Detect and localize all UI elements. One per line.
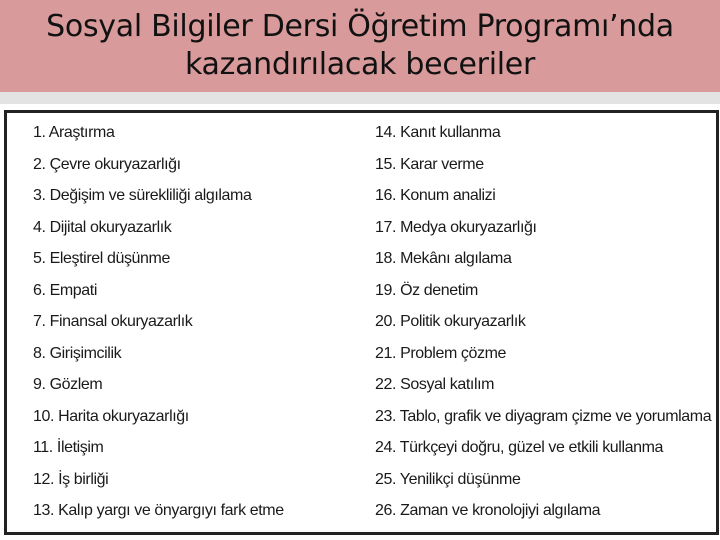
skills-list-box <box>4 110 719 535</box>
skill-item: 11. İletişim <box>33 439 104 456</box>
skill-item: 7. Finansal okuryazarlık <box>33 313 193 330</box>
skill-item: 23. Tablo, grafik ve diyagram çizme ve yorumlama <box>375 407 712 425</box>
skill-item: 10. Harita okuryazarlığı <box>33 407 189 425</box>
skill-item: 4. Dijital okuryazarlık <box>33 218 172 236</box>
skills-column-left <box>33 117 284 527</box>
skill-item: 21. Problem çözme <box>375 344 507 362</box>
skill-item: 18. Mekânı algılama <box>375 250 512 267</box>
skill-item: 17. Medya okuryazarlığı <box>375 218 537 236</box>
skill-item: 1. Araştırma <box>33 124 115 141</box>
skill-item: 3. Değişim ve sürekliliği algılama <box>33 187 252 204</box>
page-title-line-2: kazandırılacak beceriler <box>185 47 535 82</box>
skill-item: 5. Eleştirel düşünme <box>33 250 170 267</box>
skill-item: 6. Empati <box>33 281 97 299</box>
skill-item: 8. Girişimcilik <box>33 344 122 362</box>
skill-item: 24. Türkçeyi doğru, güzel ve etkili kullanma <box>375 439 664 456</box>
skill-item: 20. Politik okuryazarlık <box>375 313 526 330</box>
divider-strip <box>0 92 720 104</box>
skill-item: 12. İş birliği <box>33 470 109 488</box>
skill-item: 2. Çevre okuryazarlığı <box>33 155 181 173</box>
skill-item: 13. Kalıp yargı ve önyargıyı fark etme <box>33 502 284 519</box>
skill-item: 9. Gözlem <box>33 376 103 393</box>
skill-item: 15. Karar verme <box>375 155 484 173</box>
skill-item: 26. Zaman ve kronolojiyi algılama <box>375 502 601 519</box>
skill-item: 14. Kanıt kullanma <box>375 124 501 141</box>
skill-item: 22. Sosyal katılım <box>375 376 495 393</box>
title-banner <box>0 0 720 92</box>
skill-item: 16. Konum analizi <box>375 187 496 204</box>
skill-item: 19. Öz denetim <box>375 281 478 299</box>
page-title-line-1: Sosyal Bilgiler Dersi Öğretim Programı’nda <box>46 9 674 44</box>
skills-column-right <box>375 117 711 527</box>
skill-item: 25. Yenilikçi düşünme <box>375 470 521 488</box>
